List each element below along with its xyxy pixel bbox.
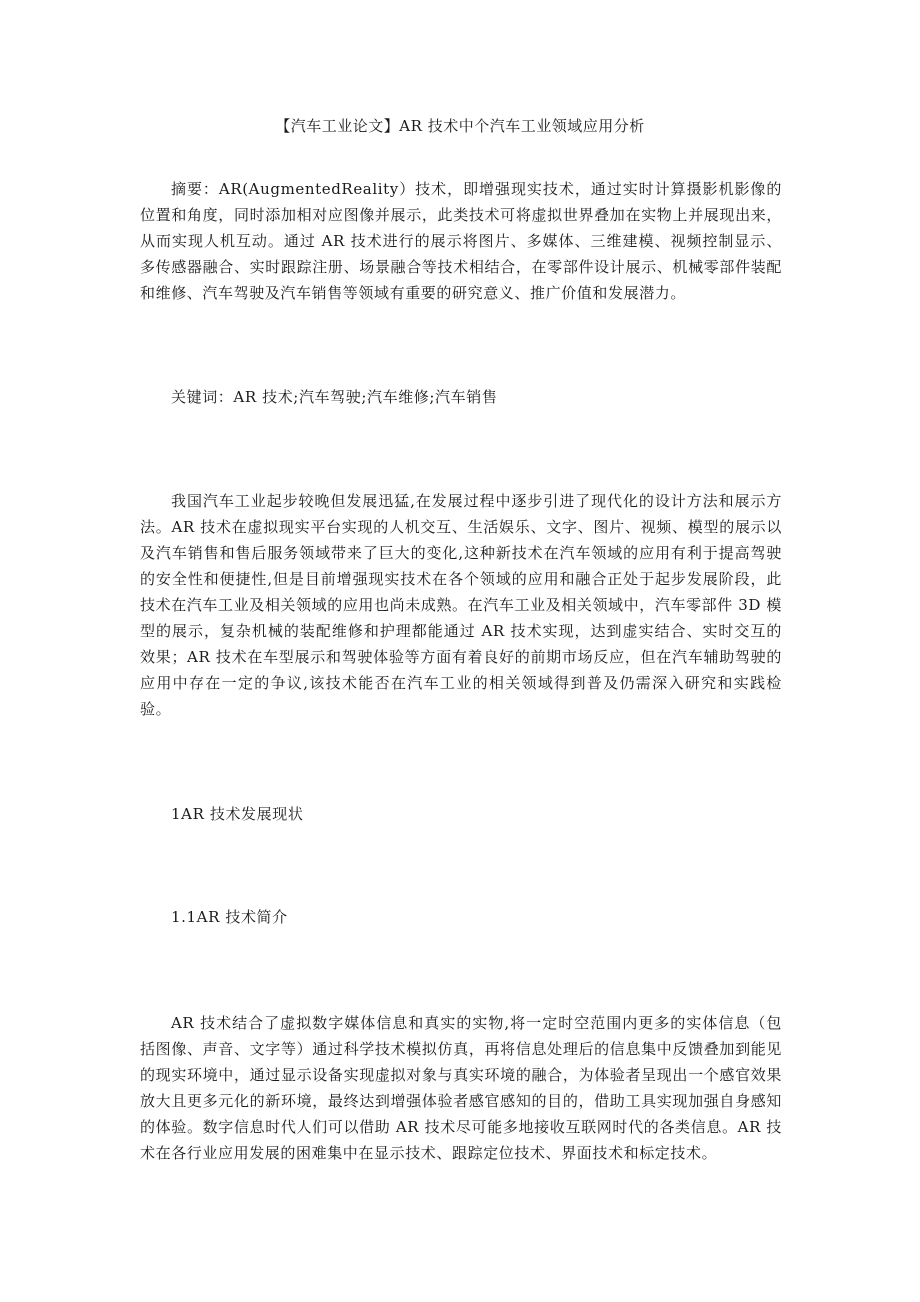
section-heading-1-1: 1.1AR 技术简介 bbox=[171, 908, 288, 926]
document-title: 【汽车工业论文】AR 技术中个汽车工业领域应用分析 bbox=[275, 117, 645, 135]
section-heading-1: 1AR 技术发展现状 bbox=[171, 805, 304, 823]
intro-paragraph: 我国汽车工业起步较晚但发展迅猛,在发展过程中逐步引进了现代化的设计方法和展示方法。AR 技术在虚拟现实平台实现的人机交互、生活娱乐、文字、图片、视频、模型的展示以及汽车销售和售后服务领域带来了巨大的变化,这种新技术在汽车领域的应用有利于提高驾驶的安全性和便捷性,但是目前增强现实技术在各个领域的应用和融合正处于起步发展阶段，此技术在汽车工业及相关领域的应用也尚未成熟。在汽车工业及相关领域中，汽车零部件 3D 模型的展示，复杂机械的装配维修和护理都能通过 AR 技术实现，达到虚实结合、实时交互的效果；AR 技术在车型展示和驾驶体验等方面有着良好的前期市场反应，但在汽车辅助驾驶的应用中存在一定的争议,该技术能否在汽车工业的相关领域得到普及仍需深入研究和实践检验。 bbox=[140, 492, 782, 718]
ar-intro-paragraph: AR 技术结合了虚拟数字媒体信息和真实的实物,将一定时空范围内更多的实体信息（包括图像、声音、文字等）通过科学技术模拟仿真，再将信息处理后的信息集中反馈叠加到能见的现实环境中，通过显示设备实现虚拟对象与真实环境的融合，为体验者呈现出一个感官效果放大且更多元化的新环境，最终达到增强体验者感官感知的目的，借助工具实现加强自身感知的体验。数字信息时代人们可以借助 AR 技术尽可能多地接收互联网时代的各类信息。AR 技术在各行业应用发展的困难集中在显示技术、跟踪定位技术、界面技术和标定技术。 bbox=[140, 1014, 782, 1162]
abstract-paragraph: 摘要：AR(AugmentedReality）技术，即增强现实技术，通过实时计算摄影机影像的位置和角度，同时添加相对应图像并展示，此类技术可将虚拟世界叠加在实物上并展现出来，从而实现人机互动。通过 AR 技术进行的展示将图片、多媒体、三维建模、视频控制显示、多传感器融合、实时跟踪注册、场景融合等技术相结合，在零部件设计展示、机械零部件装配和维修、汽车驾驶及汽车销售等领域有重要的研究意义、推广价值和发展潜力。 bbox=[140, 180, 782, 302]
keywords-line: 关键词：AR 技术;汽车驾驶;汽车维修;汽车销售 bbox=[171, 388, 498, 406]
